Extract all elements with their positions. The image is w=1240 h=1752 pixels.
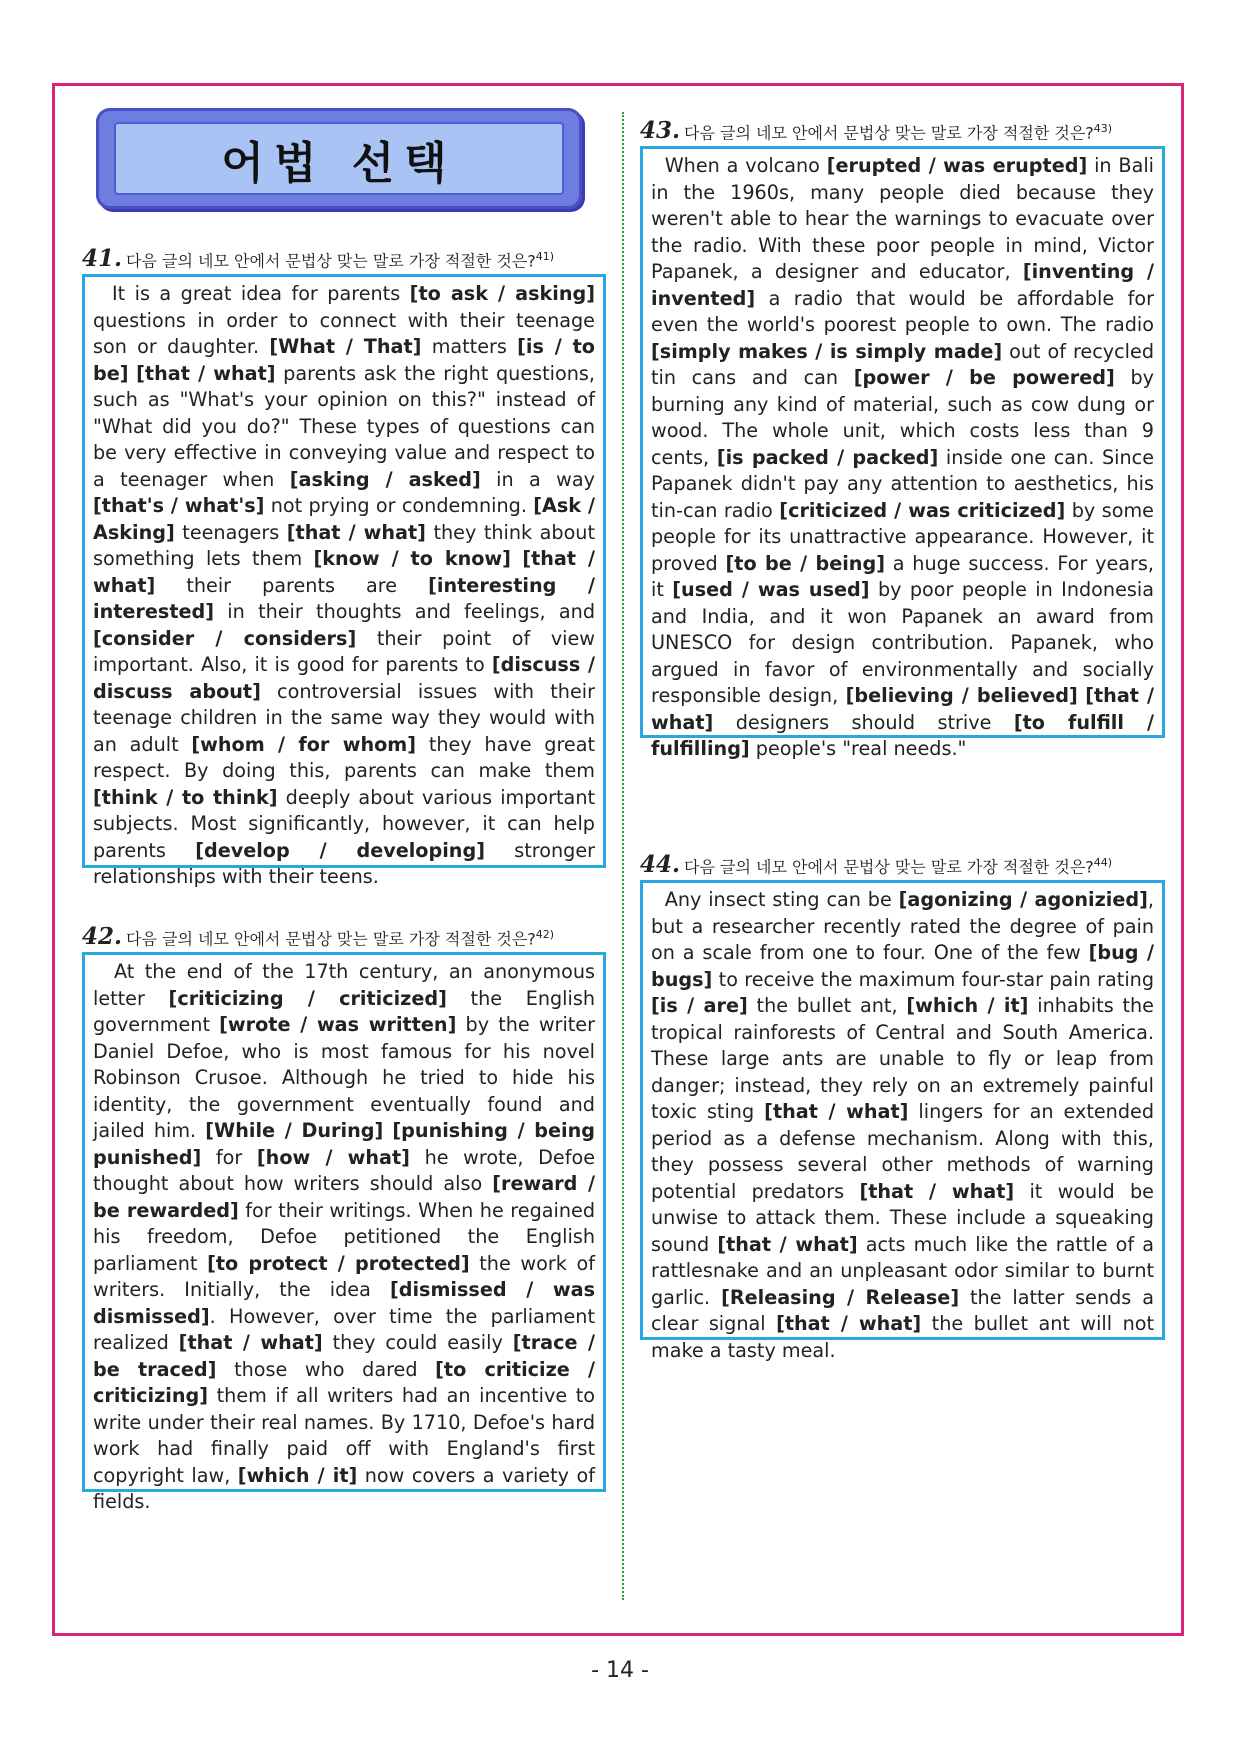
passage-box-43: When a volcano [erupted / was erupted] in Bali in the 1960s, many people died because they weren't able to hear the warnings to evacuate over the radio. With these poor people in mind, Victor Papanek, a designer and educator, [inventing / invented] a radio that would be affordable for even the world's poorest people to own. The radio [simply makes / is simply made] out of recycled tin cans and can [power / be powered] by burning any kind of material, such as cow dung or wood. The whole unit, which costs less than 9 cents, [is packed / packed] inside one can. Since Papanek didn't pay any attention to aesthetics, his tin-can radio [criticized / was criticized] by some people for its unattractive appearance. However, it proved [to be / being] a huge success. For years, it [used / was used] by poor people in Indonesia and India, and it won Papanek an award from UNESCO for design contribution. Papanek, who argued in favor of environmentally and socially responsible design, [believing / believed] [that / what] designers should strive [to fulfill / fulfilling] people's "real needs." <box>640 146 1165 738</box>
passage-box-41: It is a great idea for parents [to ask / asking] questions in order to connect with their teenage son or daughter. [What / That] matters [is / to be] [that / what] parents ask the right questions, such as "What's your opinion on this?" instead of "What did you do?" These types of questions can be very effective in conveying value and respect to a teenager when [asking / asked] in a way [that's / what's] not prying or condemning. [Ask / Asking] teenagers [that / what] they think about something lets them [know / to know] [that / what] their parents are [interesting / interested] in their thoughts and feelings, and [consider / considers] their point of view important. Also, it is good for parents to [discuss / discuss about] controversial issues with their teenage children in the same way they would with an adult [whom / for whom] they have great respect. By doing this, parents can make them [think / to think] deeply about various important subjects. Most significantly, however, it can help parents [develop / developing] stronger relationships with their teens. <box>82 274 606 868</box>
question-number: 41. <box>82 245 123 273</box>
section-title-banner <box>96 108 582 209</box>
section-title: 어법 선택 <box>114 122 564 195</box>
footnote-marker: 44) <box>1093 856 1113 869</box>
question-number: 43. <box>640 117 681 145</box>
footnote-marker: 41) <box>535 250 555 263</box>
question-number: 42. <box>82 923 123 951</box>
question-header-42 <box>82 924 554 950</box>
passage-box-42: At the end of the 17th century, an anonymous letter [criticizing / criticized] the English government [wrote / was written] by the writer Daniel Defoe, who is most famous for his novel Robinson Crusoe. Although he tried to hide his identity, the government eventually found and jailed him. [While / During] [punishing / being punished] for [how / what] he wrote, Defoe thought about how writers should also [reward / be rewarded] for their writings. When he regained his freedom, Defoe petitioned the English parliament [to protect / protected] the work of writers. Initially, the idea [dismissed / was dismissed]. However, over time the parliament realized [that / what] they could easily [trace / be traced] those who dared [to criticize / criticizing] them if all writers had an incentive to write under their real names. By 1710, Defoe's hard work had finally paid off with England's first copyright law, [which / it] now covers a variety of fields. <box>82 952 606 1492</box>
question-header-41 <box>82 246 554 272</box>
footnote-marker: 42) <box>535 928 555 941</box>
question-prompt: 다음 글의 네모 안에서 문법상 맞는 말로 가장 적절한 것은? <box>684 123 1094 143</box>
question-header-44 <box>640 852 1112 878</box>
column-divider <box>622 112 624 1600</box>
question-number: 44. <box>640 851 681 879</box>
question-prompt: 다음 글의 네모 안에서 문법상 맞는 말로 가장 적절한 것은? <box>126 251 536 271</box>
passage-box-44: Any insect sting can be [agonizing / agonizied], but a researcher recently rated the degree of pain on a scale from one to four. One of the few [bug / bugs] to receive the maximum four-star pain rating [is / are] the bullet ant, [which / it] inhabits the tropical rainforests of Central and South America. These large ants are unable to fly or leap from danger; instead, they rely on an extremely painful toxic sting [that / what] lingers for an extended period as a defense mechanism. Along with this, they possess several other methods of warning potential predators [that / what] it would be unwise to attack them. These include a squeaking sound [that / what] acts much like the rattle of a rattlesnake and an unpleasant odor similar to burnt garlic. [Releasing / Release] the latter sends a clear signal [that / what] the bullet ant will not make a tasty meal. <box>640 880 1165 1340</box>
page-number: - 14 - <box>591 1658 649 1683</box>
question-prompt: 다음 글의 네모 안에서 문법상 맞는 말로 가장 적절한 것은? <box>684 857 1094 877</box>
question-prompt: 다음 글의 네모 안에서 문법상 맞는 말로 가장 적절한 것은? <box>126 929 536 949</box>
footnote-marker: 43) <box>1093 122 1113 135</box>
question-header-43 <box>640 118 1112 144</box>
